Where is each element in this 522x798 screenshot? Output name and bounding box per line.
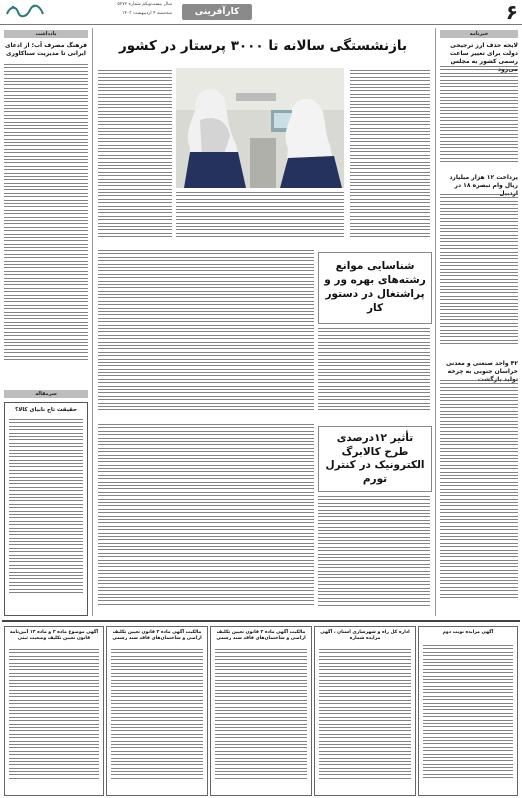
news-text [440,380,518,614]
ads-row [2,620,520,798]
nurses-photo [176,68,344,188]
note-band: یادداشت [4,30,88,38]
mid-headline: شناسایی موانع رشته‌های بهره ور و پراشتغال در دستور کار [324,260,426,314]
ad-text [9,649,99,791]
news-title: پرداخت ۱۲ هزار میلیارد ریال وام تبصره ۱۸ در [449,174,518,189]
editorial-title: حقیقت تاج نابیای کالا؟ [15,407,77,413]
column-rule [435,28,436,616]
news-text [440,194,518,356]
main-article-text [98,70,172,242]
mid-article-text [98,250,314,416]
lower-headline-box [318,426,432,492]
masthead [0,0,522,25]
news-band: خبرنامه [440,30,518,38]
column-rule [92,28,93,616]
ad-card [314,626,416,796]
ad-heading: آگهی موضوع ماده ۳ و ماده ۱۳ آیین‌نامه قانون تعیین تکلیف وضعیت ثبتی [9,630,99,641]
main-headline: بازنشستگی سالانه تا ۳۰۰۰ پرستار در کشور [118,38,408,54]
ad-card [418,626,518,796]
lower-article-text [98,424,314,614]
ad-heading: مالکیت آگهی ماده ۳ قانون تعیین تکلیف اراضی و ساختمان‌های فاقد سند رسمی [112,630,202,641]
ad-card [106,626,208,796]
note-title: فرهنگ مصرف آب؛ از ادعای ایرانی تا مدیریت سناکاوری [4,42,88,57]
ad-text [423,645,513,791]
main-article-text [350,70,430,242]
ad-text [215,649,307,791]
editorial-box [4,402,88,616]
ad-heading: آگهی مزایده نوبت دوم [442,630,494,635]
news-title: لایحه حذف ارز ترجیحی دولت برای تغییر ساعت رسمی کشور به مجلس [449,42,518,65]
ad-heading: اداره کل راه و شهرسازی استان ، آگهی مزایده شماره [320,630,410,641]
mid-headline-box [318,252,432,324]
note-text [4,64,88,384]
mid-article-text [318,328,430,416]
ad-text [111,649,203,791]
editorial-band: سرمقاله [4,390,88,398]
newspaper-logo-icon [4,2,46,20]
ad-heading: مالکیت آگهی ماده ۳ قانون تعیین تکلیف اراضی و ساختمان‌های فاقد سند رسمی [216,630,306,641]
main-article-text [176,192,344,242]
news-text [440,66,518,170]
ad-card [210,626,312,796]
date-line: سه‌شنبه ۴ اردیبهشت ۱۴۰۳ [121,11,172,16]
issue-line: سال بیست‌ویکم شماره ۵۲۷۲ [117,2,172,7]
ad-card [4,626,104,796]
news-title: ۴۲ واحد صنعتی و معدنی خراسان جنوبی به چرخه [445,360,518,375]
ad-text [319,649,411,791]
lower-article-text [318,496,430,614]
editorial-text [9,419,83,611]
page-number: ۶ [505,0,518,24]
section-title: کارآفرینی [182,4,252,20]
lower-headline: تأثیر ۱۲درصدی طرح کالابرگ الکترونیک در کنترل تورم [325,432,425,485]
